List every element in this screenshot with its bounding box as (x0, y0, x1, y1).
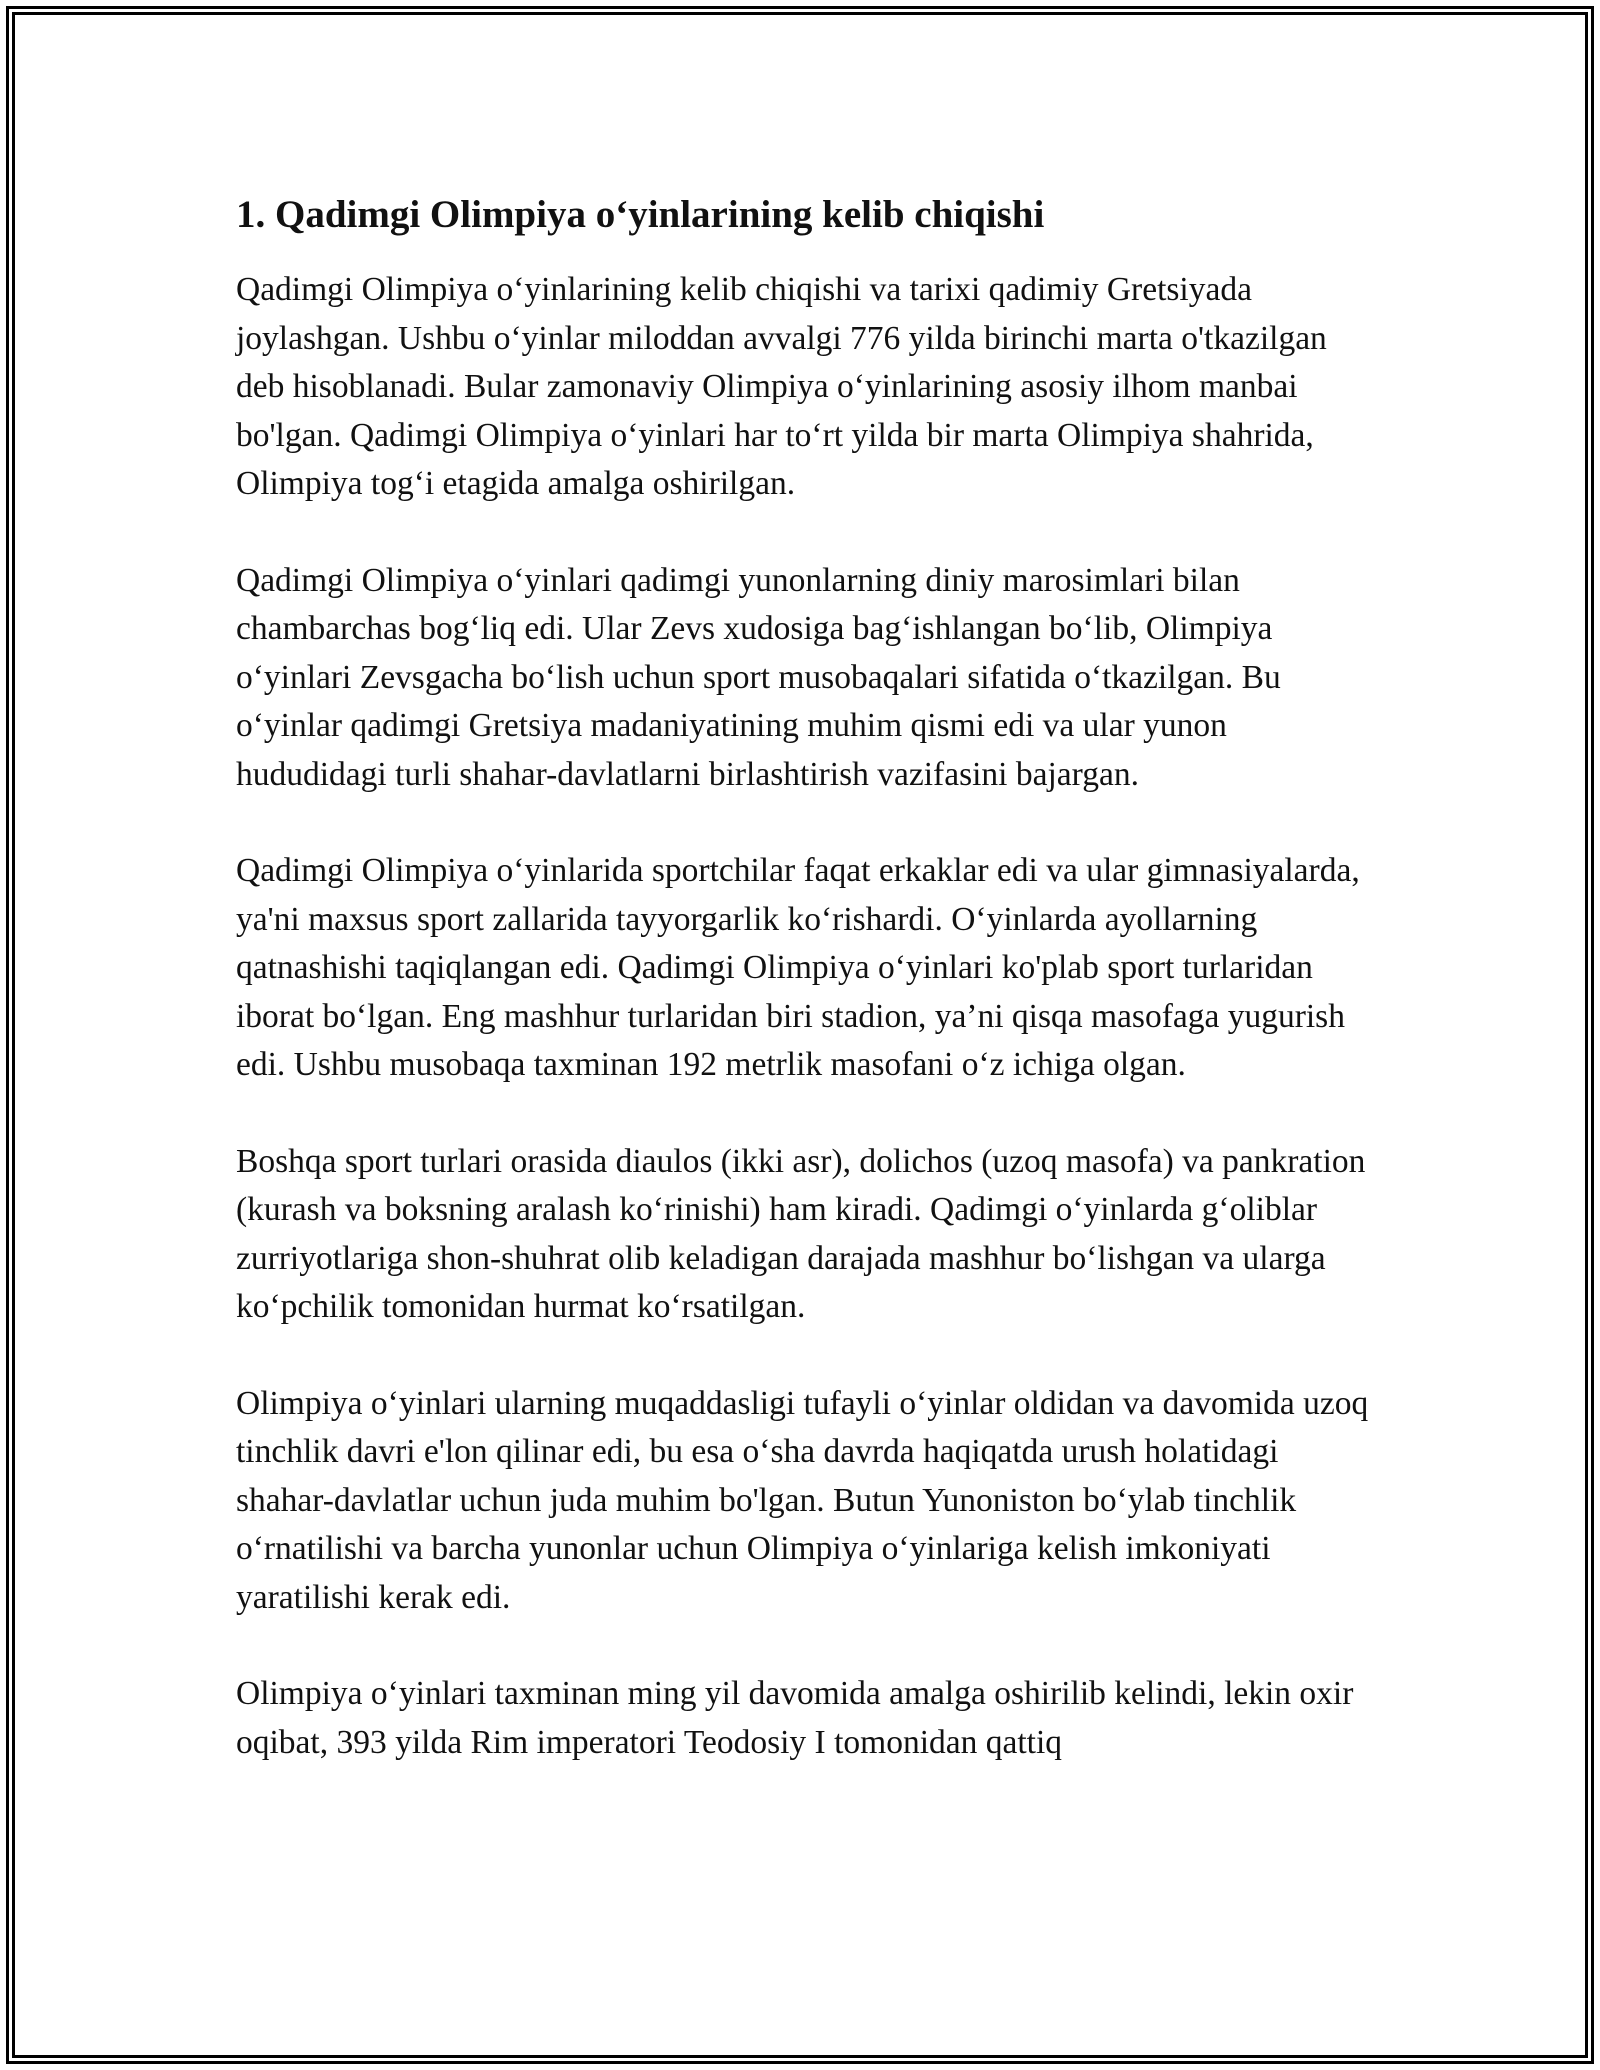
paragraph-5: Olimpiya o‘yinlari ularning muqaddasligi tufayli o‘yinlar oldidan va davomida uzoq tinchlik davri e'lon qilinar edi, bu esa o‘sha davrda haqiqatda urush holatidagi shahar-davlatlar uchun juda muhim bo'lgan. Butun Yunoniston bo‘ylab tinchlik o‘rnatilishi va barcha yunonlar uchun Olimpiya o‘yinlariga kelish imkoniyati yaratilishi kerak edi. (236, 1384, 1369, 1616)
paragraph-2: Qadimgi Olimpiya o‘yinlari qadimgi yunonlarning diniy marosimlari bilan chambarchas bog‘liq edi. Ular Zevs xudosiga bag‘ishlangan bo‘lib, Olimpiya o‘yinlari Zevsgacha bo‘lish uchun sport musobaqalari sifatida o‘tkazilgan. Bu o‘yinlar qadimgi Gretsiya madaniyatining muhim qismi edi va ular yunon hududidagi turli shahar-davlatlarni birlashtirish vazifasini bajargan. (236, 561, 1281, 793)
document-body (236, 186, 1376, 1815)
section-heading: 1. Qadimgi Olimpiya o‘yinlarining kelib chiqishi (236, 193, 1045, 236)
paragraph-1: Qadimgi Olimpiya o‘yinlarining kelib chiqishi va tarixi qadimiy Gretsiyada joylashgan. Ushbu o‘yinlar miloddan avvalgi 776 yilda birinchi marta o'tkazilgan deb hisoblanadi. Bular zamonaviy Olimpiya o‘yinlarining asosiy ilhom manbai bo'lgan. Qadimgi Olimpiya o‘yinlari har to‘rt yilda bir marta Olimpiya shahrida, Olimpiya tog‘i etagida amalga oshirilgan. (236, 271, 1327, 502)
paragraph-3: Qadimgi Olimpiya o‘yinlarida sportchilar faqat erkaklar edi va ular gimnasiyalarda, ya'ni maxsus sport zallarida tayyorgarlik ko‘rishardi. O‘yinlarda ayollarning qatnashishi taqiqlangan edi. Qadimgi Olimpiya o‘yinlari ko'plab sport turlaridan iborat bo‘lgan. Eng mashhur turlaridan biri stadion, ya’ni qisqa masofaga yugurish edi. Ushbu musobaqa taxminan 192 metrlik masofani o‘z ichiga olgan. (236, 852, 1360, 1083)
paragraph-4: Boshqa sport turlari orasida diaulos (ikki asr), dolichos (uzoq masofa) va pankration (kurash va boksning aralash ko‘rinishi) ham kiradi. Qadimgi o‘yinlarda g‘oliblar zurriyotlariga shon-shuhrat olib keladigan darajada mashhur bo‘lishgan va ularga ko‘pchilik tomonidan hurmat ko‘rsatilgan. (236, 1142, 1366, 1325)
paragraph-6: Olimpiya o‘yinlari taxminan ming yil davomida amalga oshirilib kelindi, lekin oxir oqibat, 393 yilda Rim imperatori Teodosiy I tomonidan qattiq (236, 1675, 1354, 1761)
